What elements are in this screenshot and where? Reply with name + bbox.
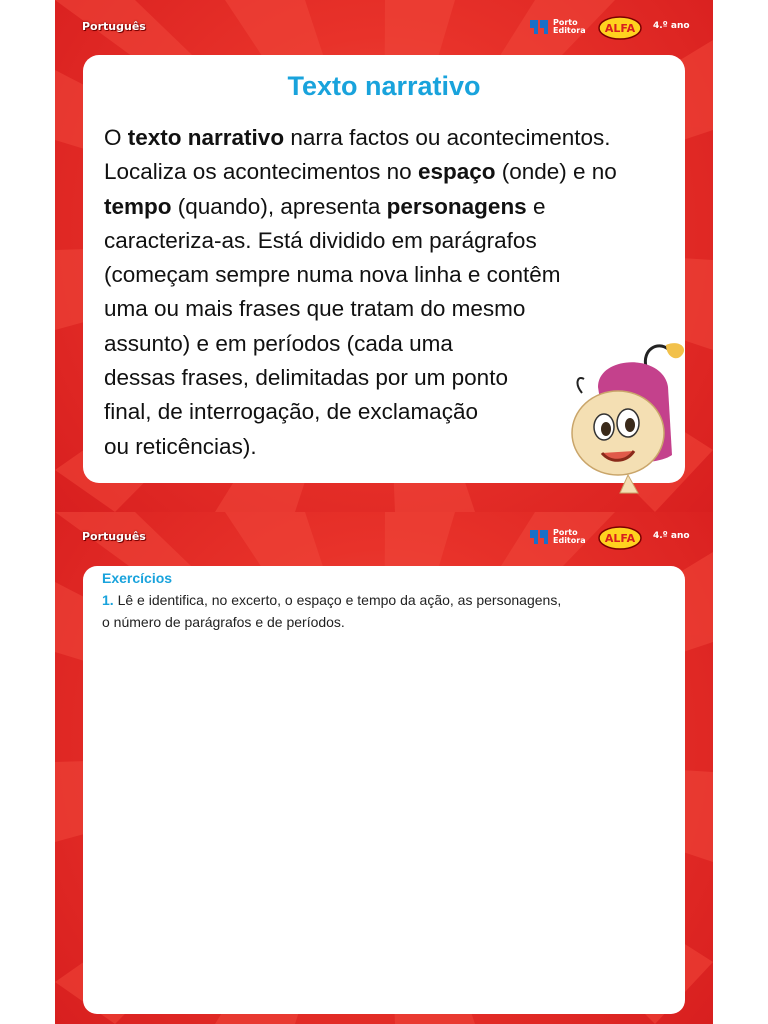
porto-editora-logo xyxy=(530,528,586,545)
body-text-segment: O xyxy=(104,125,128,150)
body-line xyxy=(104,224,679,258)
body-line xyxy=(104,121,679,155)
alfa-logo xyxy=(598,16,642,40)
slide-theory xyxy=(55,0,713,512)
porto-editora-logo xyxy=(530,18,586,35)
key-term: texto narrativo xyxy=(127,125,285,150)
exercises-card xyxy=(83,566,685,1014)
body-text-segment: ou reticências). xyxy=(104,433,257,459)
key-term: personagens xyxy=(386,193,527,219)
exercise-text: Lê e identifica, no excerto, o espaço e tempo da ação, as personagens, xyxy=(113,592,562,608)
theory-card xyxy=(83,55,685,483)
body-line xyxy=(104,190,679,224)
quote-mark-icon xyxy=(530,528,550,545)
body-text-segment: Localiza os acontecimentos no xyxy=(104,159,418,185)
exercise-1 xyxy=(102,589,672,633)
body-text-segment: narra factos ou acontecimentos. xyxy=(284,125,611,150)
publisher-line2: Editora xyxy=(553,25,586,35)
body-text-segment: (começam sempre numa nova linha e contêm xyxy=(104,262,561,288)
subject-label: Português xyxy=(82,20,146,33)
subject-label: Português xyxy=(82,530,146,543)
body-text-segment: (onde) e no xyxy=(495,159,617,185)
body-text-segment: dessas frases, delimitadas por um ponto xyxy=(104,365,508,391)
body-line xyxy=(104,292,679,326)
exercise-number: 1. xyxy=(102,592,114,608)
body-text-segment: e xyxy=(526,193,546,219)
publisher-line1: Porto xyxy=(553,527,578,537)
key-term: tempo xyxy=(104,193,172,219)
body-text-segment: final, de interrogação, de exclamação xyxy=(104,399,478,425)
publisher-line2: Editora xyxy=(553,535,586,545)
brand-text: ALFA xyxy=(604,22,636,35)
exercises-heading: Exercícios xyxy=(102,570,173,586)
body-text-segment: assunto) e em períodos (cada uma xyxy=(104,330,453,356)
mascot-illustration xyxy=(548,335,688,495)
publisher-line1: Porto xyxy=(553,17,578,27)
key-term: espaço xyxy=(417,159,496,185)
grade-label: 4.º ano xyxy=(653,21,690,31)
body-text-segment: (quando), apresenta xyxy=(171,193,387,219)
body-line xyxy=(104,258,679,292)
body-text-segment: uma ou mais frases que tratam do mesmo xyxy=(104,296,526,322)
alfa-logo xyxy=(598,526,642,550)
slide-exercises xyxy=(55,512,713,1024)
card-title: Texto narrativo xyxy=(287,71,481,101)
exercise-text-continued: o número de parágrafos e de períodos. xyxy=(102,614,345,630)
grade-label: 4.º ano xyxy=(653,531,690,541)
body-text-segment: caracteriza-as. Está dividido em parágrafos xyxy=(104,227,537,253)
brand-text: ALFA xyxy=(604,532,636,545)
quote-mark-icon xyxy=(530,18,550,35)
body-line xyxy=(104,155,679,189)
